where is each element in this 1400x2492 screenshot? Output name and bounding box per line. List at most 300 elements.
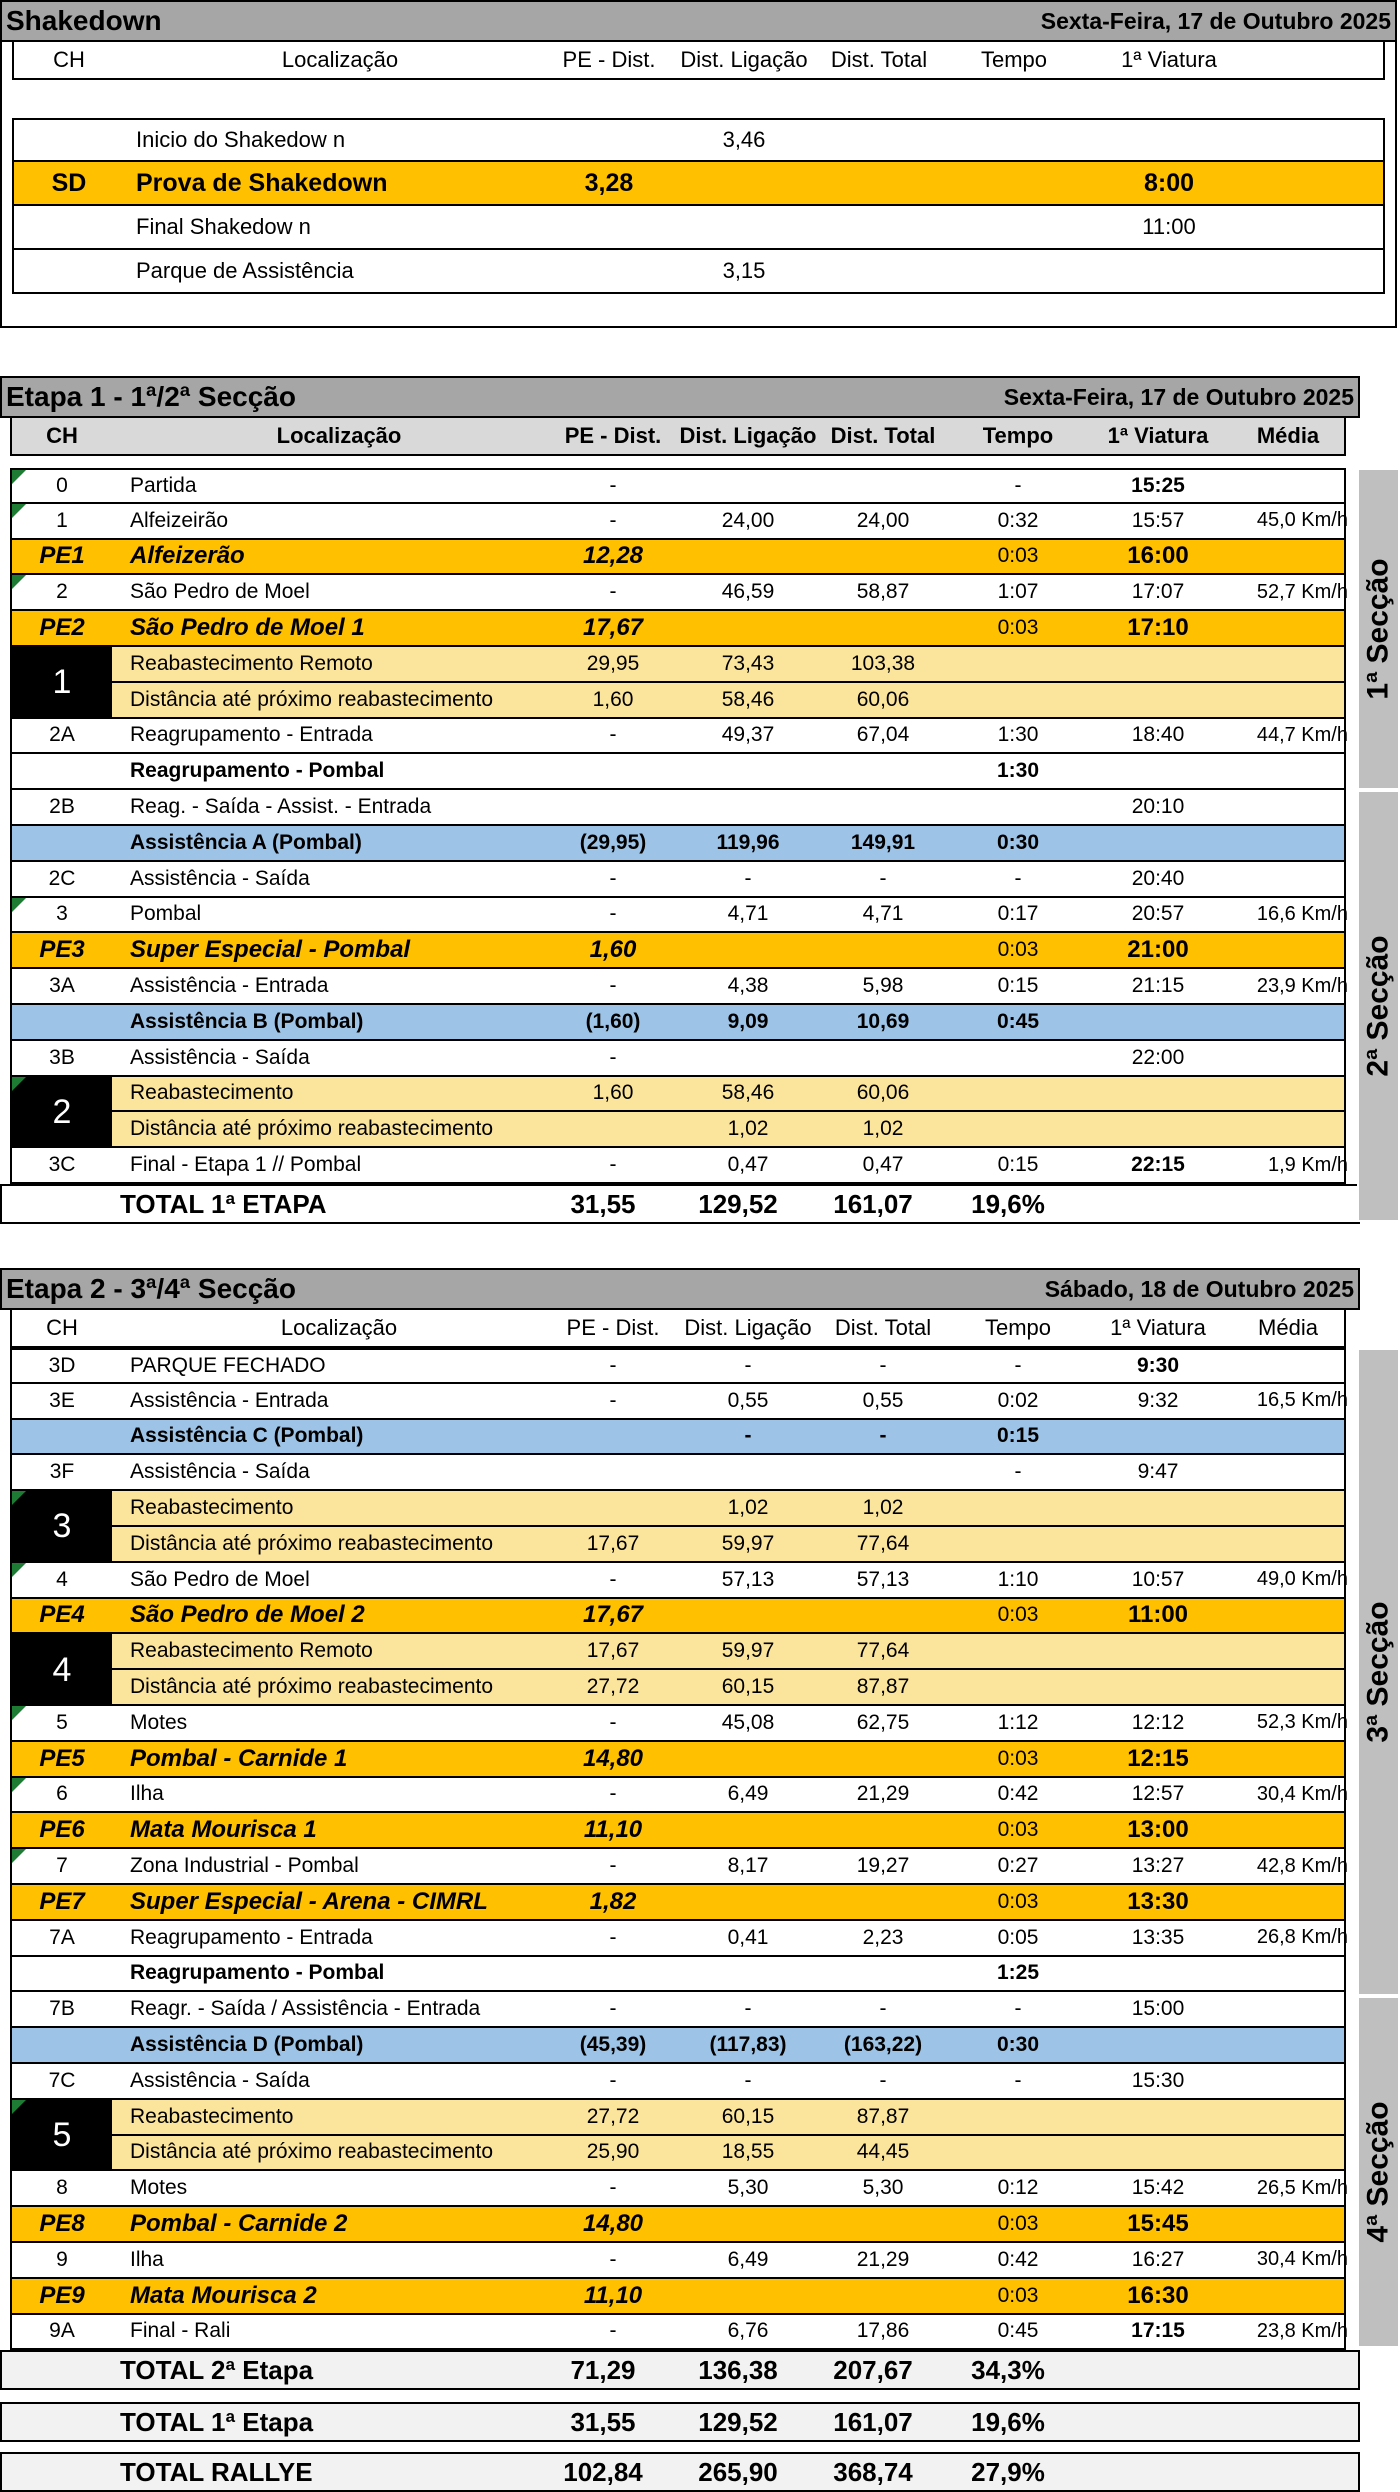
cell-med <box>1228 790 1352 824</box>
shakedown-header-row <box>12 42 1385 80</box>
cell-med: 30,4 Km/h <box>1256 1782 1348 1805</box>
cell-lig: 45,08 <box>721 1710 775 1734</box>
cell-pe: 11,10 <box>583 2281 643 2309</box>
cell-pe: - <box>609 2176 617 2200</box>
cell-ch: PE9 <box>39 2281 85 2309</box>
cell-via: 9:47 <box>1137 1460 1179 1484</box>
stage-row <box>10 1813 1346 1849</box>
cell-lig <box>674 162 814 204</box>
cell-tot: 2,23 <box>862 1925 904 1949</box>
cell-tot: 0,55 <box>862 1388 904 1412</box>
cell-tot <box>818 470 948 502</box>
cell-loc: São Pedro de Moel 1 <box>130 614 365 642</box>
cell-tempo: 27,9% <box>971 2456 1045 2487</box>
cell-via: 21:15 <box>1131 974 1185 998</box>
cell-ch: PE6 <box>39 1816 85 1844</box>
cell-lig: - <box>744 866 752 890</box>
cell-via <box>1088 1957 1228 1991</box>
cell-loc: Super Especial - Pombal <box>130 936 411 964</box>
cell-tempo: 0:05 <box>997 1925 1039 1949</box>
header-tot: Dist. Total <box>830 47 928 72</box>
refuel-zone-number: 5 <box>12 2100 112 2172</box>
cell-tempo: 0:03 <box>997 544 1039 568</box>
cell-lig: 59,97 <box>721 1531 775 1555</box>
cell-tot <box>814 250 944 292</box>
cell-lig: - <box>744 1424 752 1448</box>
etapa2-date: Sábado, 18 de Outubro 2025 <box>1044 1275 1354 1302</box>
header-tot: Dist. Total <box>830 423 936 448</box>
cell-tempo: - <box>1014 1460 1022 1484</box>
cell-tot <box>818 611 948 645</box>
cell-lig: 129,52 <box>698 2406 778 2437</box>
cell-tot <box>818 933 948 967</box>
cell-tot: 17,86 <box>856 2319 910 2343</box>
cell-lig: 1,02 <box>727 1117 769 1141</box>
stage-row <box>10 611 1346 647</box>
cell-lig: 0,55 <box>727 1388 769 1412</box>
cell-tot: 77,64 <box>856 1531 910 1555</box>
table-row <box>12 206 1385 250</box>
marker-flag <box>12 1491 26 1505</box>
cell-pe: 27,72 <box>586 1675 640 1699</box>
table-row <box>10 1957 1346 1993</box>
header-pe: PE - Dist. <box>562 47 656 72</box>
cell-ch <box>12 826 112 860</box>
cell-loc: Assistência - Entrada <box>130 1388 329 1412</box>
cell-med <box>1228 1350 1352 1382</box>
cell-tot: 4,71 <box>862 902 904 926</box>
etapa1-section <box>0 376 1360 1224</box>
cell-loc: Reagrupamento - Entrada <box>130 723 373 747</box>
header-lig: Dist. Ligação <box>684 1315 812 1340</box>
cell-lig: 1,02 <box>727 1496 769 1520</box>
cell-lig: 6,49 <box>727 1782 769 1806</box>
header-ch: CH <box>53 47 85 72</box>
cell-via: 21:00 <box>1127 936 1189 964</box>
cell-med <box>1228 540 1352 574</box>
cell-pe: 31,55 <box>570 2406 636 2437</box>
cell-lig: 136,38 <box>698 2354 778 2385</box>
cell-pe <box>548 754 678 788</box>
cell-med <box>1228 611 1352 645</box>
cell-tot: 57,13 <box>856 1567 910 1591</box>
cell-lig: 265,90 <box>698 2456 778 2487</box>
cell-loc: Partida <box>130 473 197 497</box>
cell-ch: 3B <box>49 1045 75 1069</box>
cell-tot <box>814 162 944 204</box>
etapa1-title: Etapa 1 - 1ª/2ª Secção <box>6 381 296 412</box>
total-row <box>0 2402 1360 2442</box>
stage-row <box>10 1885 1346 1921</box>
cell-ch: PE7 <box>39 1887 85 1915</box>
cell-ch: PE4 <box>39 1601 85 1629</box>
refuel-row <box>10 1670 1346 1706</box>
cell-loc: Reagrupamento - Entrada <box>130 1925 373 1949</box>
refuel-row <box>10 683 1346 719</box>
cell-lig <box>678 470 818 502</box>
cell-lig: 0,47 <box>727 1153 769 1177</box>
cell-ch <box>12 754 112 788</box>
cell-via: 16:00 <box>1127 542 1189 570</box>
table-row <box>10 1849 1346 1885</box>
refuel-zone-number: 4 <box>12 1634 112 1706</box>
cell-tempo: 0:15 <box>997 1153 1039 1177</box>
cell-loc: Assistência - Saída <box>130 1460 310 1484</box>
cell-ch: PE8 <box>39 2210 85 2238</box>
cell-pe: 11,10 <box>583 1816 643 1844</box>
cell-pe: - <box>609 2068 617 2092</box>
cell-med: 23,8 Km/h <box>1256 2319 1348 2342</box>
cell-via: 15:45 <box>1127 2210 1189 2238</box>
cell-tot <box>818 754 948 788</box>
cell-pe: - <box>609 1567 617 1591</box>
cell-pe: - <box>609 580 617 604</box>
cell-loc: Pombal - Carnide 2 <box>130 2210 348 2238</box>
cell-ch: 8 <box>56 2176 68 2200</box>
etapa1-date: Sexta-Feira, 17 de Outubro 2025 <box>1003 383 1354 410</box>
cell-loc: Reabastecimento Remoto <box>130 1639 373 1663</box>
cell-tot <box>818 2279 948 2313</box>
marker-flag <box>12 2100 26 2114</box>
cell-tempo: 0:42 <box>997 2247 1039 2271</box>
stage-row <box>10 2207 1346 2243</box>
cell-pe: 14,80 <box>582 1744 644 1772</box>
cell-ch: 7B <box>49 1997 75 2021</box>
cell-lig: 24,00 <box>721 508 775 532</box>
cell-med: 1,9 Km/h <box>1267 1153 1348 1176</box>
cell-lig: 0,41 <box>727 1925 769 1949</box>
cell-tot: 207,67 <box>833 2354 913 2385</box>
cell-ch <box>14 206 124 248</box>
cell-via: 12:15 <box>1127 1744 1189 1772</box>
cell-via: 13:35 <box>1131 1925 1185 1949</box>
cell-tot: - <box>879 866 887 890</box>
cell-tot: - <box>879 2068 887 2092</box>
refuel-zone-number: 3 <box>12 1491 112 1563</box>
cell-ch: PE3 <box>39 936 85 964</box>
cell-via: 16:30 <box>1127 2281 1189 2309</box>
cell-tot: 24,00 <box>856 508 910 532</box>
cell-tempo: 0:03 <box>997 2283 1039 2307</box>
cell-tot: 58,87 <box>856 580 910 604</box>
assistance-row <box>10 826 1346 862</box>
cell-lig: 8,17 <box>727 1854 769 1878</box>
cell-ch: 3C <box>48 1153 76 1177</box>
table-row <box>10 1706 1346 1742</box>
cell-lig <box>678 2279 818 2313</box>
cell-loc: Distância até próximo reabastecimento <box>130 687 494 711</box>
cell-loc: TOTAL 2ª Etapa <box>120 2354 314 2385</box>
cell-lig: - <box>744 1353 752 1377</box>
cell-pe: - <box>609 473 617 497</box>
cell-pe: 3,28 <box>584 168 634 197</box>
cell-lig <box>678 1455 818 1489</box>
cell-loc: Ilha <box>130 2247 164 2271</box>
etapa2-header-row <box>10 1310 1346 1348</box>
cell-loc: Final Shakedow n <box>136 214 311 239</box>
cell-ch <box>14 120 124 160</box>
stage-row <box>10 933 1346 969</box>
cell-tot: 5,30 <box>862 2176 904 2200</box>
cell-lig: 129,52 <box>698 1188 778 1219</box>
side-label-4-seccao: 4ª Secção <box>1357 1996 1400 2348</box>
cell-ch <box>12 1005 112 1039</box>
cell-tot <box>818 1957 948 1991</box>
cell-loc: Ilha <box>130 1782 164 1806</box>
marker-flag <box>12 1778 26 1792</box>
cell-pe: 25,90 <box>586 2140 640 2164</box>
cell-tot <box>818 1041 948 1075</box>
cell-via: 17:15 <box>1131 2319 1185 2343</box>
cell-ch <box>12 2028 112 2062</box>
cell-lig <box>678 1813 818 1847</box>
cell-tempo: 0:12 <box>997 2176 1039 2200</box>
header-tempo: Tempo <box>984 1315 1052 1340</box>
cell-med <box>1228 2028 1352 2062</box>
etapa1-total-row <box>0 1184 1360 1224</box>
cell-pe: (1,60) <box>585 1009 641 1033</box>
cell-pe <box>544 206 674 248</box>
table-row <box>10 862 1346 898</box>
cell-med: 42,8 Km/h <box>1256 1854 1348 1877</box>
cell-pe: 17,67 <box>582 1601 644 1629</box>
assistance-row <box>10 1005 1346 1041</box>
cell-pe: - <box>609 1388 617 1412</box>
cell-tempo: 0:15 <box>997 974 1039 998</box>
cell-lig: 58,46 <box>721 687 775 711</box>
cell-via <box>1088 1005 1228 1039</box>
cell-pe: 14,80 <box>582 2210 644 2238</box>
cell-med <box>1228 470 1352 502</box>
cell-lig: 73,43 <box>721 651 775 675</box>
cell-tot <box>818 2207 948 2241</box>
table-row <box>12 250 1385 294</box>
cell-lig <box>678 540 818 574</box>
cell-ch: 0 <box>56 473 68 497</box>
cell-med <box>1228 1420 1352 1454</box>
table-row <box>10 898 1346 934</box>
cell-tot: 5,98 <box>862 974 904 998</box>
cell-pe: 71,29 <box>570 2354 636 2385</box>
cell-via: 17:10 <box>1127 614 1189 642</box>
cell-tot: 87,87 <box>856 2104 910 2128</box>
cell-pe: 102,84 <box>563 2456 643 2487</box>
cell-loc: Alfeizerão <box>130 542 245 570</box>
cell-tempo: 0:17 <box>997 902 1039 926</box>
cell-ch: 3A <box>49 974 75 998</box>
cell-ch: 3F <box>49 1460 75 1484</box>
cell-tot: 1,02 <box>862 1117 904 1141</box>
cell-tot <box>818 1599 948 1633</box>
cell-loc: Reag. - Saída - Assist. - Entrada <box>130 795 432 819</box>
cell-tot: 161,07 <box>833 2406 913 2437</box>
cell-tot <box>814 120 944 160</box>
cell-ch: 7C <box>48 2068 76 2092</box>
cell-via: 13:00 <box>1127 1816 1189 1844</box>
cell-tot: 368,74 <box>833 2456 913 2487</box>
cell-loc: Distância até próximo reabastecimento <box>130 1117 494 1141</box>
header-tot: Dist. Total <box>834 1315 932 1340</box>
cell-ch: 1 <box>56 508 68 532</box>
cell-ch: 9A <box>49 2319 75 2343</box>
cell-loc: São Pedro de Moel <box>130 1567 310 1591</box>
cell-loc: Motes <box>130 2176 188 2200</box>
cell-med: 26,8 Km/h <box>1256 1926 1348 1949</box>
marker-flag <box>12 470 26 484</box>
cell-loc: Mata Mourisca 2 <box>130 2281 317 2309</box>
cell-loc: Assistência D (Pombal) <box>130 2033 364 2057</box>
cell-via <box>1088 754 1228 788</box>
cell-tot <box>818 1742 948 1776</box>
refuel-zone-number: 2 <box>12 1077 112 1149</box>
cell-loc: São Pedro de Moel 2 <box>130 1601 365 1629</box>
cell-tempo: 0:45 <box>997 2319 1039 2343</box>
cell-pe: 29,95 <box>586 651 640 675</box>
cell-tot: 44,45 <box>856 2140 910 2164</box>
cell-med: 49,0 Km/h <box>1256 1568 1348 1591</box>
table-row <box>10 1041 1346 1077</box>
cell-tot: 19,27 <box>856 1854 910 1878</box>
cell-pe: - <box>609 2247 617 2271</box>
header-via: 1ª Viatura <box>1121 47 1217 72</box>
cell-tempo: 0:03 <box>997 1603 1039 1627</box>
cell-loc: Pombal <box>130 902 202 926</box>
cell-tot: 149,91 <box>850 830 916 854</box>
cell-tot: 87,87 <box>856 1675 910 1699</box>
cell-via <box>1084 120 1254 160</box>
table-row <box>10 1992 1346 2028</box>
cell-lig: (117,83) <box>709 2033 787 2057</box>
cell-tempo: 1:12 <box>997 1710 1039 1734</box>
cell-med: 16,6 Km/h <box>1256 902 1348 925</box>
header-tempo: Tempo <box>980 47 1048 72</box>
cell-pe: 31,55 <box>570 1188 636 1219</box>
cell-loc: Distância até próximo reabastecimento <box>130 1531 494 1555</box>
cell-lig <box>678 1957 818 1991</box>
cell-ch: 7 <box>56 1854 68 1878</box>
header-med: Média <box>1258 1315 1318 1340</box>
cell-ch: 3D <box>48 1353 76 1377</box>
marker-flag <box>12 575 26 589</box>
cell-lig <box>678 2207 818 2241</box>
assistance-row <box>10 2028 1346 2064</box>
header-med: Média <box>1256 423 1320 448</box>
cell-tempo: 1:30 <box>996 759 1040 783</box>
cell-tot: - <box>879 1353 887 1377</box>
cell-med: 30,4 Km/h <box>1256 2248 1348 2271</box>
table-row <box>10 575 1346 611</box>
cell-loc: Reagr. - Saída / Assistência - Entrada <box>130 1997 481 2021</box>
table-row <box>10 2315 1346 2351</box>
cell-loc: TOTAL 1ª Etapa <box>120 2406 314 2437</box>
stage-row <box>10 1599 1346 1635</box>
cell-lig: 57,13 <box>721 1567 775 1591</box>
cell-loc: Alfeizeirão <box>130 508 229 532</box>
cell-tempo <box>944 120 1084 160</box>
header-via: 1ª Viatura <box>1110 1315 1206 1340</box>
table-row <box>10 1778 1346 1814</box>
table-row <box>10 2243 1346 2279</box>
cell-loc: Assistência B (Pombal) <box>130 1009 364 1033</box>
cell-tempo: 0:03 <box>997 2212 1039 2236</box>
cell-tempo: 0:03 <box>997 938 1039 962</box>
stage-row <box>10 540 1346 576</box>
shakedown-table <box>12 118 1385 294</box>
table-row <box>10 719 1346 755</box>
table-row <box>10 2171 1346 2207</box>
cell-ch: 3 <box>56 902 68 926</box>
cell-med <box>1228 1455 1352 1489</box>
table-row <box>10 504 1346 540</box>
cell-tot: - <box>879 1997 887 2021</box>
cell-lig: 5,30 <box>727 2176 769 2200</box>
cell-pe: - <box>609 1045 617 1069</box>
cell-tempo: 0:45 <box>996 1009 1040 1033</box>
cell-tempo: 0:42 <box>997 1782 1039 1806</box>
cell-med <box>1228 1599 1352 1633</box>
etapa2-title: Etapa 2 - 3ª/4ª Secção <box>6 1273 296 1304</box>
cell-via: 22:00 <box>1131 1045 1185 1069</box>
cell-via <box>1084 250 1254 292</box>
cell-loc: Assistência - Saída <box>130 2068 310 2092</box>
cell-tot: 21,29 <box>856 2247 910 2271</box>
cell-tempo: 0:03 <box>997 1889 1039 1913</box>
cell-tempo: 0:03 <box>997 616 1039 640</box>
cell-via: 15:00 <box>1131 1997 1185 2021</box>
cell-lig: 60,15 <box>721 1675 775 1699</box>
etapa1-header-row <box>10 418 1346 456</box>
refuel-row <box>10 1112 1346 1148</box>
cell-lig <box>674 206 814 248</box>
cell-ch: 6 <box>56 1782 68 1806</box>
cell-tot: 60,06 <box>856 1081 910 1105</box>
cell-pe: 1,60 <box>589 936 637 964</box>
cell-ch: 7A <box>49 1925 75 1949</box>
cell-via: 20:57 <box>1131 902 1185 926</box>
cell-med <box>1228 826 1352 860</box>
cell-pe: 27,72 <box>586 2104 640 2128</box>
cell-med <box>1228 1041 1352 1075</box>
cell-tot: 1,02 <box>862 1496 904 1520</box>
cell-lig <box>678 1742 818 1776</box>
cell-med: 26,5 Km/h <box>1256 2176 1348 2199</box>
side-label-3-seccao: 3ª Secção <box>1357 1348 1400 1996</box>
cell-tot: 103,38 <box>850 651 916 675</box>
marker-flag <box>12 898 26 912</box>
cell-tot: 161,07 <box>833 1188 913 1219</box>
cell-tempo: - <box>1014 866 1022 890</box>
cell-loc: Pombal - Carnide 1 <box>130 1744 348 1772</box>
cell-pe: - <box>609 1854 617 1878</box>
cell-tempo <box>944 206 1084 248</box>
stage-row <box>12 162 1385 206</box>
total-row <box>0 2350 1360 2390</box>
cell-pe: 17,67 <box>586 1639 640 1663</box>
cell-loc: Prova de Shakedown <box>136 168 388 197</box>
cell-loc: Assistência - Saída <box>130 1045 310 1069</box>
header-pe: PE - Dist. <box>566 1315 660 1340</box>
cell-ch: SD <box>51 168 87 197</box>
cell-pe: - <box>609 1153 617 1177</box>
cell-loc: Reabastecimento Remoto <box>130 651 373 675</box>
stage-row <box>10 1742 1346 1778</box>
cell-via: 12:12 <box>1131 1710 1185 1734</box>
cell-tempo <box>944 162 1084 204</box>
cell-tempo: 0:30 <box>996 830 1040 854</box>
cell-via: 15:57 <box>1131 508 1185 532</box>
cell-lig: - <box>744 2068 752 2092</box>
cell-tot: - <box>879 1424 887 1448</box>
